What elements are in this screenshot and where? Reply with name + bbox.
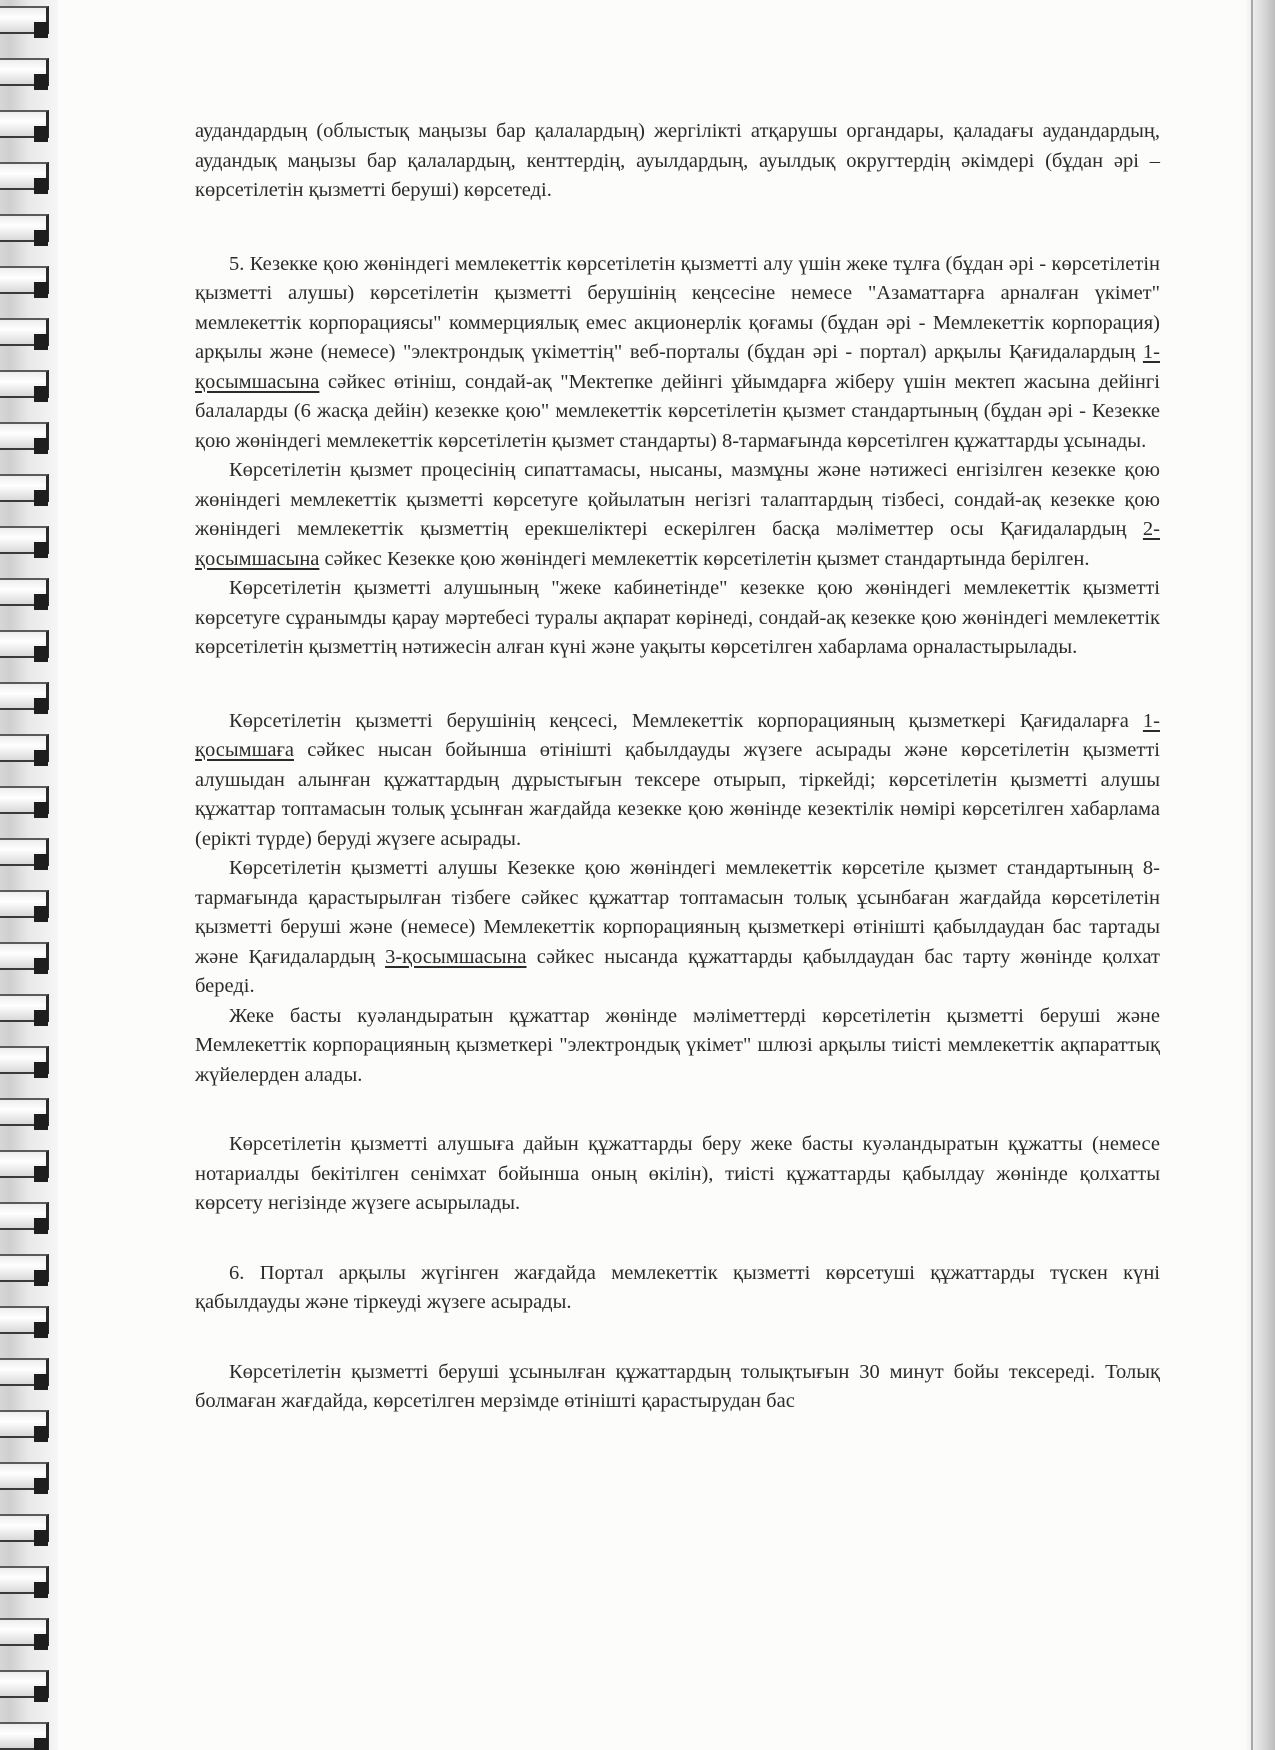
binding-ring-tip [34,490,48,506]
binding-ring [0,416,56,458]
binding-ring [0,1144,56,1186]
binding-ring [0,1560,56,1602]
binding-ring [0,1092,56,1134]
paragraph-text: сәйкес өтініш, сондай-ақ "Мектепке дейінгі ұйымдарға жіберу үшін мектеп жасына дейінгі балаларды (6 жасқа дейін) кезекке қою" мемлекеттік көрсетілетін қызмет стандартының (бұдан әрі - Кезекке қою жөніндегі мемлекеттік көрсетілетін қызмет стандарты) 8-тармағында көрсетілген құжаттарды ұсынады. [195,370,1160,452]
paragraph-text: аудандардың (облыстық маңызы бар қалалардың) жергілікті атқарушы органдары, қаладағы аудандардың, аудандық маңызы бар қалалардың, кенттердің, ауылдардың, ауылдық округтердің әкімдері (бұдан әрі – көрсетілетін қызметті беруші) көрсетеді. [195,120,1160,201]
paragraph-text: Көрсетілетін қызметті алушының "жеке кабинетінде" кезекке қою жөніндегі мемлекеттік қызметті көрсетуге сұранымды қарау мәртебесі туралы ақпарат көрінеді, сондай-ақ кезекке қою жөніндегі мемлекеттік көрсетілетін қызметтің нәтижесін алған күні және уақыты көрсетілген хабарлама орналастырылады. [195,577,1160,658]
paragraph-item-6 [195,1259,1160,1318]
binding-ring-tip [34,958,48,974]
binding-ring-tip [34,1530,48,1546]
paragraph-service-description [195,456,1160,574]
binding-ring-tip [34,1374,48,1390]
binding-ring [0,260,56,302]
binding-ring [0,780,56,822]
annex-reference-link[interactable]: 3-қосымшасына [385,945,527,968]
binding-ring [0,832,56,874]
binding-ring [0,884,56,926]
paragraph-issuance [195,1130,1160,1219]
paragraph-text: Көрсетілетін қызметті алушы Кезекке қою жөніндегі мемлекеттік көрсетіле қызмет стандартының 8-тармағында қарастырылған тізбеге сәйкес құжаттар топтамасын толық ұсынбаған жағдайда көрсетілетін қызметті беруші және (немесе) Мемлекеттік корпорацияның қызметкері өтінішті қабылдаудан бас тартады және Қағидалардың [195,857,1160,968]
binding-ring-tip [34,750,48,766]
binding-ring-tip [34,386,48,402]
binding-ring [0,312,56,354]
paragraph-continuation [195,117,1160,206]
paragraph-office-acceptance [195,707,1160,855]
binding-ring-tip [34,1270,48,1286]
paragraph-identity-documents [195,1002,1160,1091]
paragraph-refusal [195,854,1160,1002]
binding-ring-tip [34,646,48,662]
paragraph-text: Көрсетілетін қызмет процесінің сипаттамасы, нысаны, мазмұны және нәтижесі енгізілген кезекке қою жөніндегі мемлекеттік қызметті көрсетуге қойылатын негізгі талаптардың тізбесі, сондай-ақ кезекке қою жөніндегі мемлекеттік қызметтің ерекшеліктері ескерілген басқа мәліметтер осы Қағидалардың [195,459,1160,540]
annex-reference-link[interactable]: 2-қосымшасына [195,518,1160,570]
binding-ring-tip [34,594,48,610]
binding-ring-tip [34,1322,48,1338]
binding-ring [0,624,56,666]
binding-ring-tip [34,1738,48,1750]
binding-ring [0,572,56,614]
annex-reference-link[interactable]: 1-қосымшасына [195,341,1160,393]
binding-ring-tip [34,74,48,90]
paragraph-text: 5. Кезекке қою жөніндегі мемлекеттік көрсетілетін қызметті алу үшін жеке тұлға (бұдан әрі - көрсетілетін қызметті алушы) көрсетілетін қызметті берушінің кеңсесіне немесе "Азаматтарға арналған үкімет" мемлекеттік корпорациясы" коммерциялық емес акционерлік қоғамы (бұдан әрі - Мемлекеттік корпорация) арқылы және (немесе) "электрондық үкіметтің" веб-порталы (бұдан әрі - портал) арқылы Қағидалардың [195,252,1160,363]
binding-ring [0,1456,56,1498]
binding-ring-tip [34,230,48,246]
paragraph-text: Көрсетілетін қызметті берушінің кеңсесі, Мемлекеттік корпорацияның қызметкері Қағидаларға [229,709,1143,732]
binding-ring-tip [34,126,48,142]
paragraph-personal-cabinet [195,574,1160,663]
binding-ring [0,988,56,1030]
binding-ring [0,0,56,42]
binding-ring [0,468,56,510]
binding-ring-tip [34,698,48,714]
binding-ring [0,52,56,94]
binding-ring-tip [34,542,48,558]
paragraph-text: Жеке басты куәландыратын құжаттар жөнінде мәліметтерді көрсетілетін қызметті беруші және Мемлекеттік корпорацияның қызметкері "электрондық үкімет" шлюзі арқылы тиісті мемлекеттік ақпараттық жүйелерден алады. [195,1004,1160,1086]
binding-ring [0,1352,56,1394]
binding-ring-tip [34,802,48,818]
paragraph-text: Көрсетілетін қызметті беруші ұсынылған құжаттардың толықтығын 30 минут бойы тексереді. Толық болмаған жағдайда, көрсетілген мерзімде өтінішті қарастырудан бас [195,1360,1160,1412]
binding-ring [0,1040,56,1082]
binding-ring [0,1612,56,1654]
paragraph-text: сәйкес Кезекке қою жөніндегі мемлекеттік көрсетілетін қызмет стандартында берілген. [319,547,1090,570]
binding-ring-tip [34,1426,48,1442]
binding-ring [0,728,56,770]
binding-ring-tip [34,906,48,922]
binding-ring-tip [34,854,48,870]
binding-ring-tip [34,334,48,350]
binding-ring-tip [34,1634,48,1650]
binding-ring [0,1508,56,1550]
spiral-binding [0,0,58,1750]
binding-ring [0,364,56,406]
binding-ring [0,1196,56,1238]
binding-ring-tip [34,1686,48,1702]
paragraph-text: сәйкес нысанда құжаттарды қабылдаудан бас тарту жөнінде қолхат береді. [195,945,1160,997]
binding-ring [0,104,56,146]
binding-ring-tip [34,22,48,38]
binding-ring-tip [34,178,48,194]
paragraph-text: сәйкес нысан бойынша өтінішті қабылдауды жүзеге асырады және көрсетілетін қызметті алушыдан алынған құжаттардың дұрыстығын тексере отырып, тіркейді; көрсетілетін қызметті алушы құжаттар топтамасын толық ұсынған жағдайда кезекке қою жөнінде кезектілік нөмірі көрсетілген хабарлама (ерікті түрде) беруді жүзеге асырады. [195,739,1160,850]
binding-ring-tip [34,1166,48,1182]
binding-ring-tip [34,282,48,298]
binding-ring [0,1248,56,1290]
binding-ring-tip [34,1478,48,1494]
binding-ring [0,208,56,250]
binding-ring-tip [34,1010,48,1026]
paragraph-text: 6. Портал арқылы жүгінген жағдайда мемлекеттік қызметті көрсетуші құжаттарды түскен күні қабылдауды және тіркеуді жүзеге асырады. [195,1261,1160,1313]
binding-ring [0,936,56,978]
binding-ring [0,1300,56,1342]
paragraph-text: Көрсетілетін қызметті алушыға дайын құжаттарды беру жеке басты куәландыратын құжатты (немесе нотариалды бекітілген сенімхат бойынша оның өкілін), тиісті құжаттарды қабылдау жөнінде қолхатты көрсету негізінде жүзеге асырылады. [195,1133,1160,1214]
binding-ring [0,1404,56,1446]
binding-ring [0,520,56,562]
binding-ring-tip [34,438,48,454]
binding-ring-tip [34,1062,48,1078]
binding-ring [0,1664,56,1706]
document-body [195,117,1160,1417]
binding-ring [0,676,56,718]
binding-ring-tip [34,1114,48,1130]
binding-ring [0,1716,56,1750]
page-edge-shadow [1245,0,1275,1750]
paragraph-completeness-check [195,1358,1160,1417]
paragraph-item-5 [195,250,1160,457]
page-edge-line [1251,0,1253,1750]
binding-ring-tip [34,1218,48,1234]
binding-ring [0,156,56,198]
binding-ring-tip [34,1582,48,1598]
annex-reference-link[interactable]: 1-қосымшаға [195,709,1160,761]
